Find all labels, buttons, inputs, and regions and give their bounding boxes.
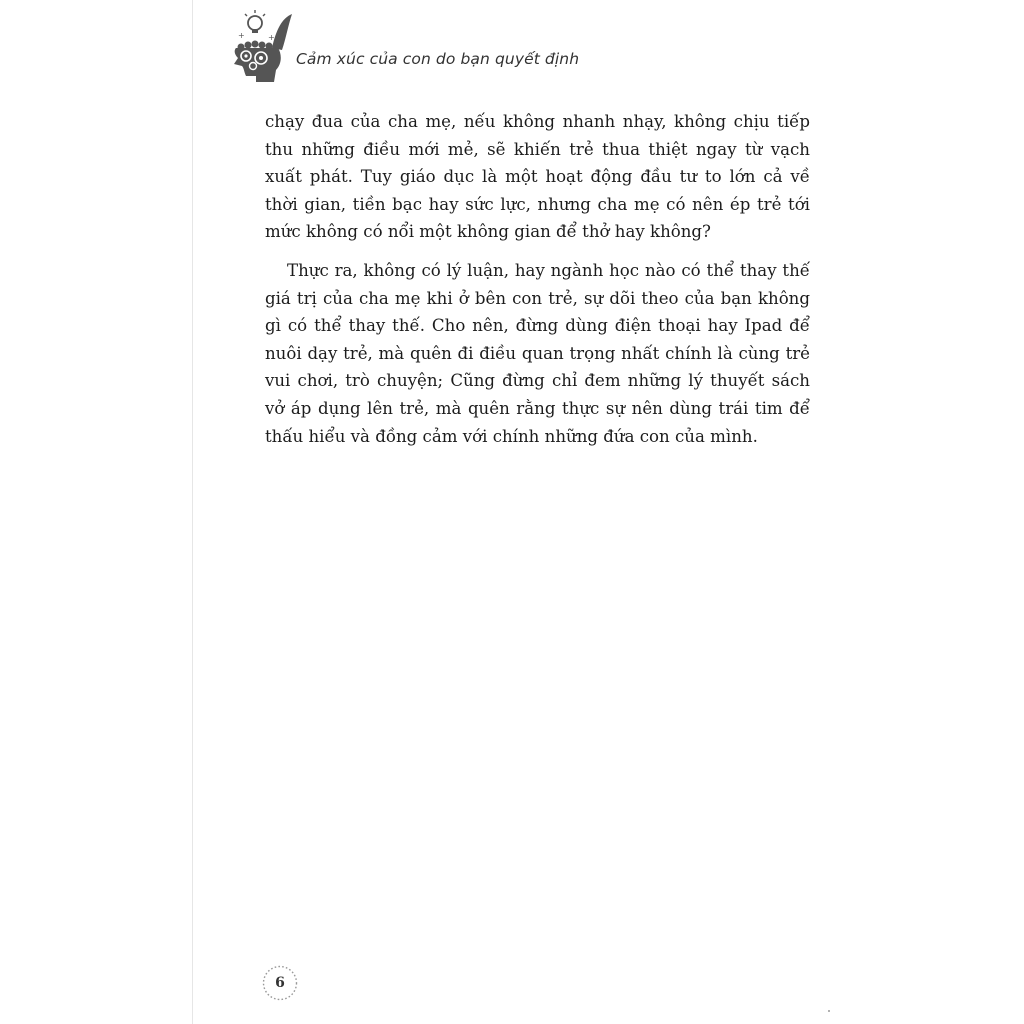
svg-text:+: + xyxy=(268,33,275,42)
gutter-divider xyxy=(192,0,193,1024)
paragraph-1: chạy đua của cha mẹ, nếu không nhanh nhạy, không chịu tiếp thu những điều mới mẻ, sẽ khiến trẻ thua thiệt ngay từ vạch xuất phát. Tuy giáo dục là một hoạt động đầu tư to lớn cả về thời gian, tiền bạc hay sức lực, nhưng cha mẹ có nên ép trẻ tới mức không có nổi một không gian để thở hay không? xyxy=(265,112,810,242)
scan-speck xyxy=(828,1010,830,1012)
paragraph-2: Thực ra, không có lý luận, hay ngành học nào có thể thay thế giá trị của cha mẹ khi ở bên con trẻ, sự dõi theo của bạn không gì có thể thay thế. Cho nên, đừng dùng điện thoại hay Ipad để nuôi dạy trẻ, mà quên đi điều quan trọng nhất chính là cùng trẻ vui chơi, trò chuyện; Cũng đừng chỉ đem những lý thuyết sách vở áp dụng lên trẻ, mà quên rằng thực sự nên dùng trái tim để thấu hiểu và đồng cảm với chính những đứa con của mình. xyxy=(265,260,810,446)
body-text xyxy=(265,108,810,450)
head-lightbulb-gears-icon xyxy=(226,8,296,88)
svg-text:+: + xyxy=(238,31,245,40)
page-number: 6 xyxy=(275,975,285,991)
page-margin xyxy=(0,0,192,1024)
running-title: Cảm xúc của con do bạn quyết định xyxy=(296,50,580,68)
